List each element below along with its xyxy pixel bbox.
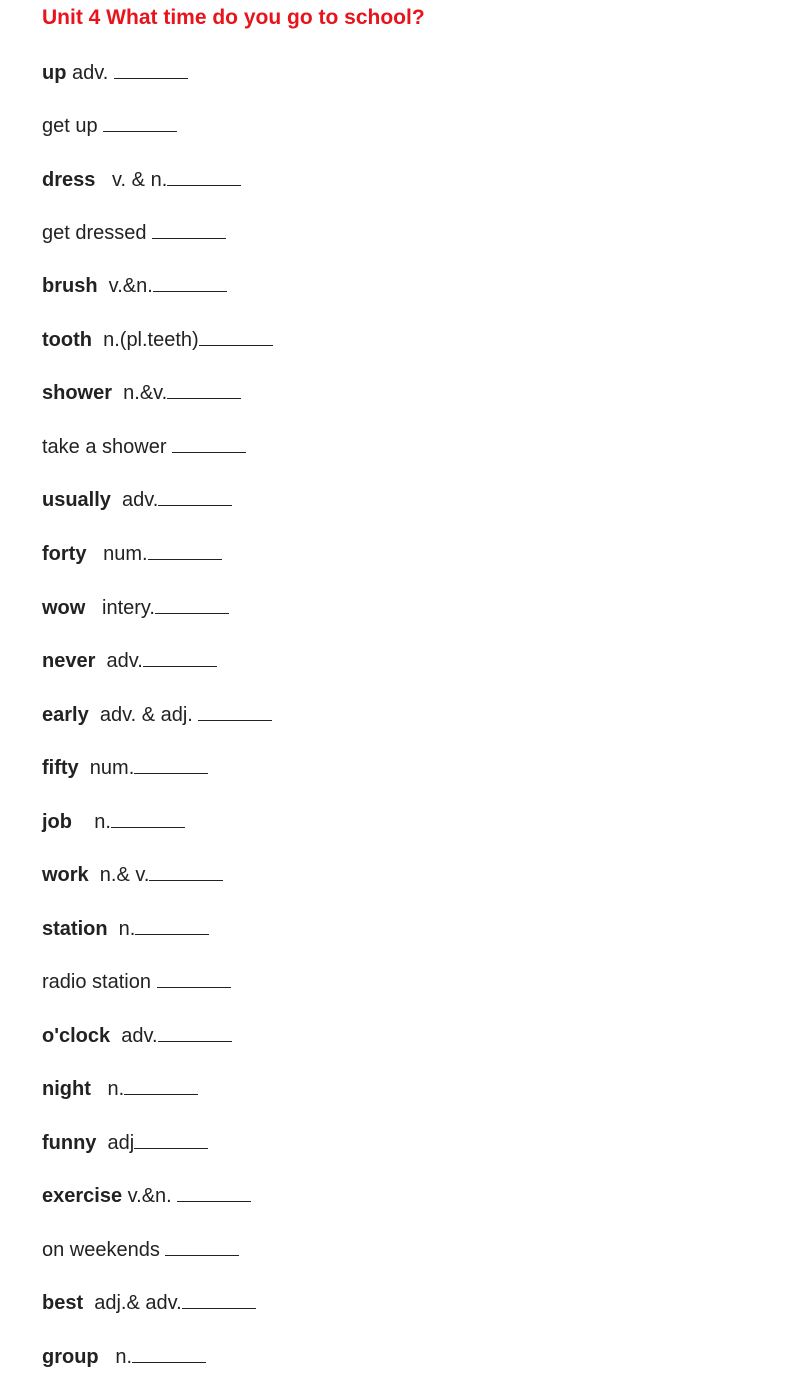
- part-of-speech: adv.: [95, 650, 143, 672]
- vocab-entry: [42, 114, 177, 138]
- vocab-word: take a shower: [42, 436, 167, 458]
- vocab-word: brush: [42, 275, 98, 297]
- answer-blank[interactable]: [165, 1254, 239, 1256]
- answer-blank[interactable]: [153, 290, 227, 292]
- part-of-speech: [160, 1239, 166, 1261]
- part-of-speech: adj: [96, 1132, 135, 1154]
- part-of-speech: n.&v.: [112, 382, 168, 404]
- answer-blank[interactable]: [198, 719, 272, 721]
- vocab-entry: [42, 1291, 256, 1315]
- vocab-entry: [42, 649, 217, 673]
- vocab-word: tooth: [42, 329, 92, 351]
- vocab-word: job: [42, 811, 72, 833]
- part-of-speech: n.(pl.teeth): [91, 329, 199, 351]
- vocab-word: group: [42, 1346, 99, 1368]
- vocab-word: o'clock: [42, 1025, 111, 1047]
- part-of-speech: [167, 436, 173, 458]
- answer-blank[interactable]: [158, 1040, 232, 1042]
- answer-blank[interactable]: [158, 504, 232, 506]
- answer-blank[interactable]: [111, 826, 185, 828]
- vocab-word: dress: [42, 169, 96, 191]
- vocab-word: on weekends: [42, 1239, 160, 1261]
- part-of-speech: n.: [107, 918, 136, 940]
- vocab-word: never: [42, 650, 96, 672]
- vocab-word: wow: [42, 597, 86, 619]
- part-of-speech: num.: [86, 543, 148, 565]
- answer-blank[interactable]: [124, 1093, 198, 1095]
- vocab-entry: [42, 596, 229, 620]
- part-of-speech: adv. & adj.: [88, 704, 199, 726]
- answer-blank[interactable]: [114, 77, 188, 79]
- part-of-speech: n.& v.: [88, 864, 150, 886]
- vocab-entry: [42, 970, 231, 994]
- answer-blank[interactable]: [172, 451, 246, 453]
- vocab-word: up: [42, 62, 67, 84]
- vocab-entry: [42, 488, 232, 512]
- vocab-entry: [42, 756, 208, 780]
- vocab-word: forty: [42, 543, 87, 565]
- vocab-word: night: [42, 1078, 91, 1100]
- vocab-entry: [42, 917, 209, 941]
- answer-blank[interactable]: [167, 184, 241, 186]
- part-of-speech: [98, 115, 104, 137]
- vocab-entry: [42, 810, 185, 834]
- part-of-speech: num.: [78, 757, 135, 779]
- vocab-word: usually: [42, 489, 111, 511]
- part-of-speech: adv.: [110, 489, 159, 511]
- vocab-entry: [42, 168, 241, 192]
- vocab-entry: [42, 61, 188, 85]
- vocab-word: radio station: [42, 971, 151, 993]
- answer-blank[interactable]: [157, 986, 231, 988]
- vocab-entry: [42, 703, 272, 727]
- answer-blank[interactable]: [103, 130, 177, 132]
- vocab-entry: [42, 328, 273, 352]
- vocab-entry: [42, 274, 227, 298]
- vocab-entry: [42, 1184, 251, 1208]
- page-title: Unit 4 What time do you go to school?: [42, 6, 425, 29]
- vocab-entry: [42, 1024, 232, 1048]
- part-of-speech: n.: [90, 1078, 125, 1100]
- vocab-word: best: [42, 1292, 84, 1314]
- vocab-entry: [42, 435, 246, 459]
- vocab-entry: [42, 1238, 239, 1262]
- answer-blank[interactable]: [134, 1147, 208, 1149]
- answer-blank[interactable]: [134, 772, 208, 774]
- vocab-entry: [42, 863, 223, 887]
- part-of-speech: intery.: [85, 597, 155, 619]
- vocab-word: station: [42, 918, 108, 940]
- vocab-word: work: [42, 864, 89, 886]
- part-of-speech: adv.: [110, 1025, 158, 1047]
- vocab-word: funny: [42, 1132, 97, 1154]
- answer-blank[interactable]: [182, 1307, 256, 1309]
- vocab-entry: [42, 381, 241, 405]
- vocab-word: early: [42, 704, 89, 726]
- answer-blank[interactable]: [199, 344, 273, 346]
- vocab-entry: [42, 542, 222, 566]
- answer-blank[interactable]: [143, 665, 217, 667]
- part-of-speech: [151, 971, 157, 993]
- vocab-word: fifty: [42, 757, 79, 779]
- answer-blank[interactable]: [152, 237, 226, 239]
- answer-blank[interactable]: [167, 397, 241, 399]
- answer-blank[interactable]: [149, 879, 223, 881]
- vocab-word: get dressed: [42, 222, 147, 244]
- vocab-word: get up: [42, 115, 98, 137]
- vocab-entry: [42, 1077, 198, 1101]
- vocab-word: exercise: [42, 1185, 123, 1207]
- answer-blank[interactable]: [135, 933, 209, 935]
- vocab-entry: [42, 1345, 206, 1369]
- vocab-entry: [42, 221, 226, 245]
- answer-blank[interactable]: [132, 1361, 206, 1363]
- part-of-speech: adv.: [66, 62, 114, 84]
- part-of-speech: v. & n.: [95, 169, 168, 191]
- vocab-word: shower: [42, 382, 113, 404]
- answer-blank[interactable]: [155, 612, 229, 614]
- part-of-speech: [147, 222, 153, 244]
- part-of-speech: v.&n.: [122, 1185, 178, 1207]
- part-of-speech: adj.& adv.: [83, 1292, 182, 1314]
- part-of-speech: v.&n.: [97, 275, 153, 297]
- vocab-entry: [42, 1131, 208, 1155]
- answer-blank[interactable]: [148, 558, 222, 560]
- part-of-speech: n.: [98, 1346, 133, 1368]
- answer-blank[interactable]: [177, 1200, 251, 1202]
- part-of-speech: n.: [72, 811, 111, 833]
